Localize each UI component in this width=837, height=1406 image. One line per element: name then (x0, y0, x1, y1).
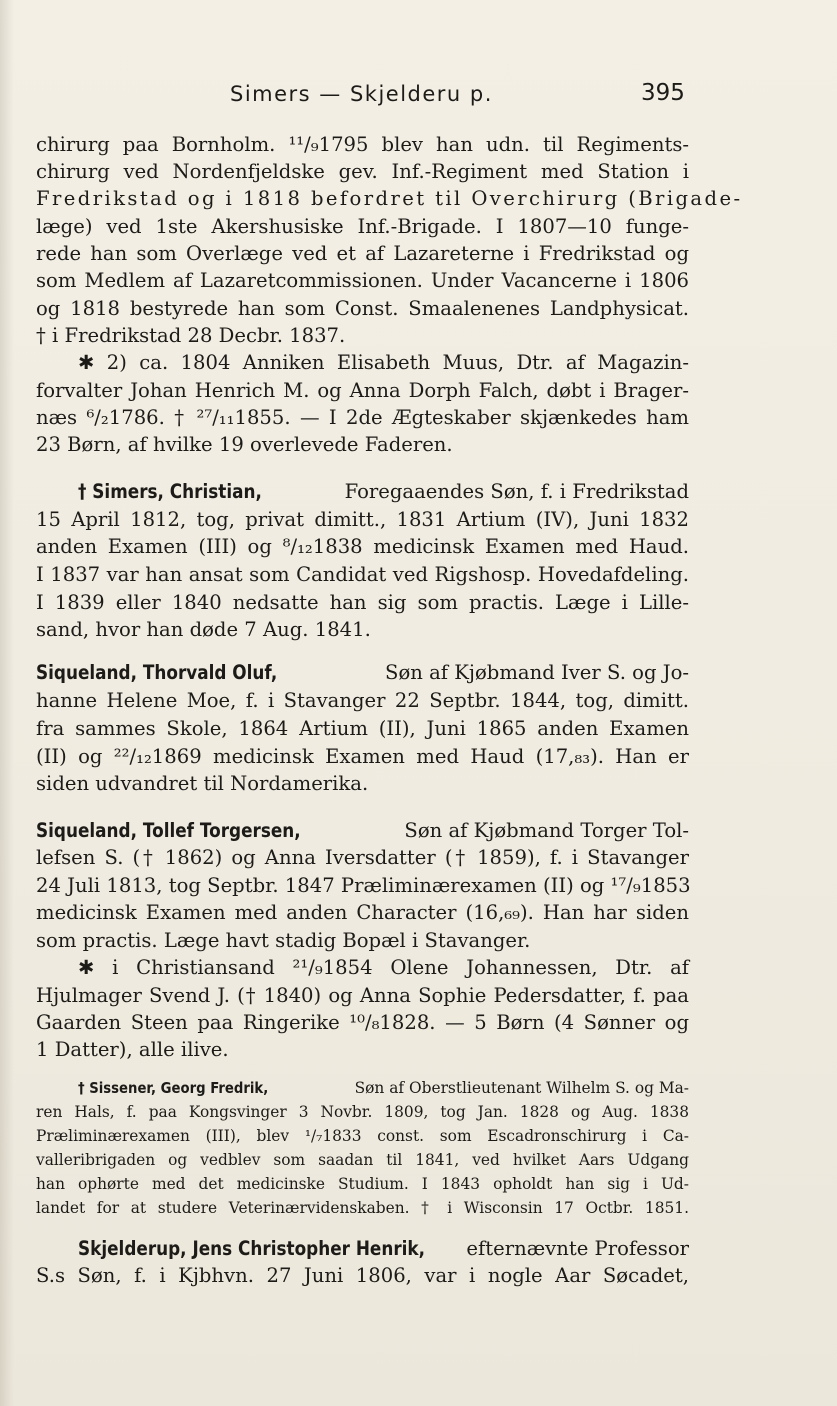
text-line: ✱ i Christiansand ²¹/₉1854 Olene Johannessen, Dtr. af (78, 956, 689, 979)
entry-text: Foregaaendes Søn, f. i Fredrikstad (344, 480, 689, 503)
text-line: chirurg ved Nordenfjeldske gev. Inf.-Regiment med Station i (36, 160, 689, 183)
entry-first-line (78, 479, 689, 505)
entry-text: efternævnte Professor (466, 1237, 689, 1260)
text-line: 1 Datter), alle ilive. (36, 1038, 229, 1061)
text-line: S.s Søn, f. i Kjbhvn. 27 Juni 1806, var i nogle Aar Søcadet, (36, 1264, 689, 1287)
text-line: (II) og ²²/₁₂1869 medicinsk Examen med Haud (17,₈₃). Han er (36, 745, 689, 768)
page-number: 395 (641, 80, 685, 106)
entry-text: Søn af Kjøbmand Iver S. og Jo- (385, 661, 689, 684)
text-line: forvalter Johan Henrich M. og Anna Dorph Falch, døbt i Brager- (36, 379, 689, 402)
text-line: læge) ved 1ste Akershusiske Inf.-Brigade. I 1807—10 funge- (36, 215, 689, 238)
text-line: Fredrikstad og i 1818 befordret til Overchirurg (Brigade- (36, 187, 743, 210)
entry-first-line (78, 1076, 689, 1100)
entry-name: † Simers, Christian, (78, 480, 262, 503)
text-line: næs ⁶/₂1786. † ²⁷/₁₁1855. — I 2de Ægteskaber skjænkedes ham (36, 406, 689, 429)
text-line: I 1837 var han ansat som Candidat ved Rigshosp. Hovedafdeling. (36, 563, 689, 586)
entry-first-line (78, 1236, 689, 1262)
text-line: sand, hvor han døde 7 Aug. 1841. (36, 618, 371, 641)
text-line: ren Hals, f. paa Kongsvinger 3 Novbr. 1809, tog Jan. 1828 og Aug. 1838 (36, 1103, 689, 1121)
entry-first-line (36, 818, 689, 844)
text-line: I 1839 eller 1840 nedsatte han sig som practis. Læge i Lille- (36, 591, 689, 614)
text-line: siden udvandret til Nordamerika. (36, 772, 369, 795)
text-line: og 1818 bestyrede han som Const. Smaalenenes Landphysicat. (36, 297, 689, 320)
text-line: 24 Juli 1813, tog Septbr. 1847 Præliminærexamen (II) og ¹⁷/₉1853 (36, 874, 691, 897)
text-line: medicinsk Examen med anden Character (16,₆₉). Han har siden (36, 901, 689, 924)
text-line: landet for at studere Veterinærvidenskaben. † i Wisconsin 17 Octbr. 1851. (36, 1199, 689, 1217)
text-line: hanne Helene Moe, f. i Stavanger 22 Septbr. 1844, tog, dimitt. (36, 689, 689, 712)
text-line: som Medlem af Lazaretcommissionen. Under Vacancerne i 1806 (36, 269, 689, 292)
text-line: anden Examen (III) og ⁸/₁₂1838 medicinsk Examen med Haud. (36, 535, 689, 558)
text-line: Præliminærexamen (III), blev ¹/₇1833 const. som Escadronschirurg i Ca- (36, 1127, 689, 1145)
text-line: valleribrigaden og vedblev som saadan til 1841, ved hvilket Aars Udgang (36, 1151, 689, 1169)
text-line: ✱ 2) ca. 1804 Anniken Elisabeth Muus, Dtr. af Magazin- (78, 351, 689, 374)
text-line: 15 April 1812, tog, privat dimitt., 1831 Artium (IV), Juni 1832 (36, 508, 689, 531)
entry-text: Søn af Oberstlieutenant Wilhelm S. og Ma- (354, 1079, 689, 1097)
text-line: rede han som Overlæge ved et af Lazareterne i Fredrikstad og (36, 242, 689, 265)
entry-text: Søn af Kjøbmand Torger Tol- (404, 819, 689, 842)
entry-first-line (36, 660, 689, 686)
text-line: fra sammes Skole, 1864 Artium (II), Juni 1865 anden Examen (36, 717, 689, 740)
text-line: † i Fredrikstad 28 Decbr. 1837. (36, 324, 346, 347)
entry-name: † Sissener, Georg Fredrik, (78, 1079, 269, 1097)
running-head: Simers — Skjelderu p. (230, 82, 493, 106)
text-line: som practis. Læge havt stadig Bopæl i Stavanger. (36, 929, 531, 952)
page-edge-shadow (0, 0, 14, 1406)
entry-name: Siqueland, Thorvald Oluf, (36, 661, 278, 684)
text-line: 23 Børn, af hvilke 19 overlevede Faderen. (36, 433, 453, 456)
text-line: Hjulmager Svend J. († 1840) og Anna Sophie Pedersdatter, f. paa (36, 984, 689, 1007)
text-line: chirurg paa Bornholm. ¹¹/₉1795 blev han udn. til Regiments- (36, 133, 689, 156)
text-line: han ophørte med det medicinske Studium. I 1843 opholdt han sig i Ud- (36, 1175, 689, 1193)
text-line: Gaarden Steen paa Ringerike ¹⁰/₈1828. — 5 Børn (4 Sønner og (36, 1011, 689, 1034)
text-line: lefsen S. († 1862) og Anna Iversdatter († 1859), f. i Stavanger (36, 846, 689, 869)
entry-name: Siqueland, Tollef Torgersen, (36, 819, 301, 842)
entry-name: Skjelderup, Jens Christopher Henrik, (78, 1237, 426, 1260)
